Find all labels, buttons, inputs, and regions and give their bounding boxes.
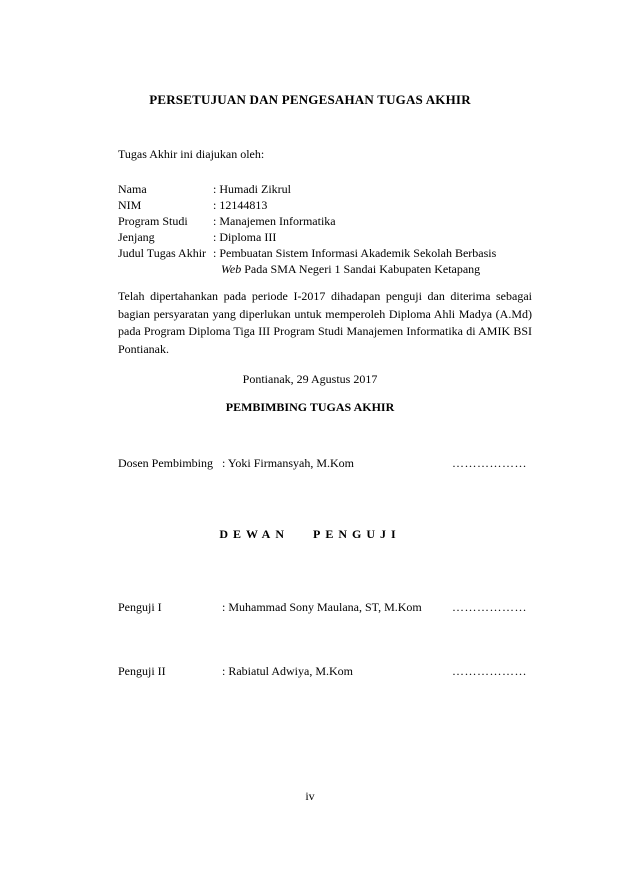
dosen-label: Dosen Pembimbing: [118, 456, 213, 470]
field-value-judul-line2: [221, 262, 480, 276]
field-value-nama: : Humadi Zikrul: [213, 182, 291, 196]
judul-italic-word: Web: [221, 262, 242, 276]
field-value-prodi: : Manajemen Informatika: [213, 214, 336, 228]
field-label-jenjang: Jenjang: [118, 230, 155, 244]
field-label-nama: Nama: [118, 182, 147, 196]
dosen-value: : Yoki Firmansyah, M.Kom: [222, 456, 355, 470]
dewan-heading: DEWAN PENGUJI: [219, 527, 401, 541]
field-value-judul-line1: : Pembuatan Sistem Informasi Akademik Sekolah Berbasis: [213, 246, 497, 260]
penguji2-label: Penguji II: [118, 664, 166, 678]
field-label-judul: Judul Tugas Akhir: [118, 246, 207, 260]
place-date: Pontianak, 29 Agustus 2017: [242, 372, 378, 386]
intro-text: Tugas Akhir ini diajukan oleh:: [118, 147, 265, 161]
penguji1-label: Penguji I: [118, 600, 162, 614]
penguji1-value: : Muhammad Sony Maulana, ST, M.Kom: [222, 600, 422, 614]
pembimbing-heading: PEMBIMBING TUGAS AKHIR: [225, 400, 395, 414]
penguji1-signature-dots: ………………: [452, 600, 527, 614]
field-label-nim: NIM: [118, 198, 142, 212]
dosen-signature-dots: ………………: [452, 456, 527, 470]
approval-paragraph: Telah dipertahankan pada periode I-2017 dihadapan penguji dan diterima sebagai bagian persyaratan yang diperlukan untuk memperoleh Diploma Ahli Madya (A.Md) pada Program Diploma Tiga III Program Studi Manajemen Informatika di AMIK BSI Pontianak.: [118, 289, 532, 356]
page-number: iv: [305, 789, 315, 803]
page-title: PERSETUJUAN DAN PENGESAHAN TUGAS AKHIR: [149, 92, 471, 107]
field-value-nim: : 12144813: [213, 198, 268, 212]
penguji2-signature-dots: ………………: [452, 664, 527, 678]
judul-rest: Pada SMA Negeri 1 Sandai Kabupaten Ketapang: [241, 262, 481, 276]
field-value-jenjang: : Diploma III: [213, 230, 277, 244]
penguji2-value: : Rabiatul Adwiya, M.Kom: [222, 664, 353, 678]
field-label-prodi: Program Studi: [118, 214, 188, 228]
